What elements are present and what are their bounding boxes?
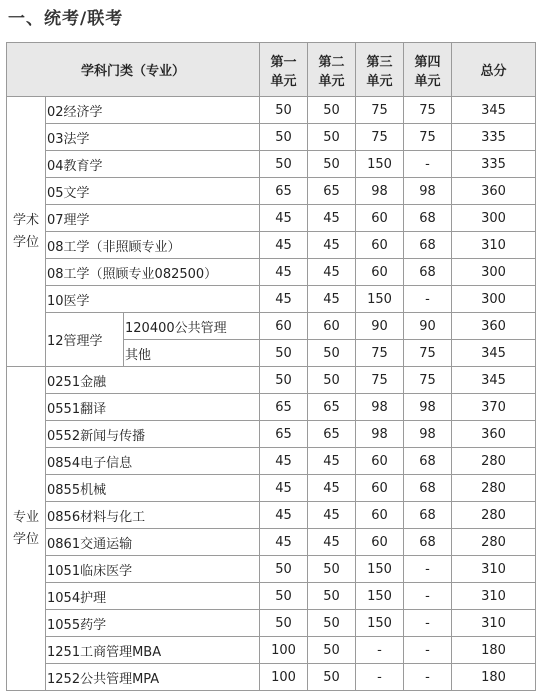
score-table	[6, 42, 536, 691]
score-u2: 60	[308, 313, 356, 340]
header-unit1: 第一 单元	[260, 43, 308, 97]
score-u3: -	[356, 664, 404, 691]
score-u4: 75	[404, 124, 452, 151]
score-u3: 75	[356, 97, 404, 124]
score-u3: 98	[356, 394, 404, 421]
subject-name: 0552新闻与传播	[46, 421, 260, 448]
score-u2: 50	[308, 664, 356, 691]
score-total: 310	[452, 610, 536, 637]
score-total: 345	[452, 97, 536, 124]
score-total: 280	[452, 475, 536, 502]
score-u4: -	[404, 637, 452, 664]
score-u2: 45	[308, 286, 356, 313]
score-u1: 100	[260, 637, 308, 664]
score-u3: 75	[356, 340, 404, 367]
score-u1: 45	[260, 502, 308, 529]
score-table-body	[7, 97, 536, 691]
score-u2: 45	[308, 475, 356, 502]
score-total: 300	[452, 205, 536, 232]
score-u3: 60	[356, 232, 404, 259]
score-u4: -	[404, 151, 452, 178]
subject-name: 0856材料与化工	[46, 502, 260, 529]
score-total: 280	[452, 502, 536, 529]
subject-name: 08工学（非照顾专业）	[46, 232, 260, 259]
table-row	[7, 421, 536, 448]
score-u2: 50	[308, 610, 356, 637]
subject-name: 05文学	[46, 178, 260, 205]
score-u1: 50	[260, 340, 308, 367]
score-total: 180	[452, 664, 536, 691]
score-u1: 50	[260, 556, 308, 583]
table-row	[7, 232, 536, 259]
score-u2: 50	[308, 340, 356, 367]
score-u4: 98	[404, 394, 452, 421]
page-heading: 一、统考/联考	[8, 9, 124, 29]
score-total: 345	[452, 367, 536, 394]
score-total: 310	[452, 556, 536, 583]
subject-name: 07理学	[46, 205, 260, 232]
score-u4: 68	[404, 259, 452, 286]
score-u3: 75	[356, 367, 404, 394]
score-u4: 98	[404, 178, 452, 205]
table-row	[7, 448, 536, 475]
score-u2: 50	[308, 367, 356, 394]
header-category: 学科门类（专业）	[7, 43, 260, 97]
score-u4: 68	[404, 232, 452, 259]
score-u1: 50	[260, 367, 308, 394]
score-total: 310	[452, 583, 536, 610]
score-u4: -	[404, 583, 452, 610]
subject-name: 0861交通运输	[46, 529, 260, 556]
score-u4: 68	[404, 502, 452, 529]
table-row	[7, 637, 536, 664]
score-u4: 68	[404, 448, 452, 475]
score-u1: 65	[260, 421, 308, 448]
score-u3: 98	[356, 178, 404, 205]
subject-name: 1054护理	[46, 583, 260, 610]
subject-name: 0855机械	[46, 475, 260, 502]
score-u3: -	[356, 637, 404, 664]
score-u3: 60	[356, 529, 404, 556]
score-u3: 90	[356, 313, 404, 340]
score-u3: 60	[356, 205, 404, 232]
score-u4: 75	[404, 97, 452, 124]
table-row	[7, 259, 536, 286]
score-u3: 75	[356, 124, 404, 151]
score-u4: 75	[404, 367, 452, 394]
table-row	[7, 178, 536, 205]
score-total: 310	[452, 232, 536, 259]
score-u1: 45	[260, 259, 308, 286]
sub-subject-name: 120400公共管理	[124, 313, 260, 340]
score-u1: 45	[260, 475, 308, 502]
table-row	[7, 664, 536, 691]
score-u3: 150	[356, 583, 404, 610]
score-u1: 50	[260, 97, 308, 124]
table-row	[7, 205, 536, 232]
score-u2: 45	[308, 232, 356, 259]
score-u1: 60	[260, 313, 308, 340]
header-total: 总分	[452, 43, 536, 97]
score-u3: 150	[356, 286, 404, 313]
table-row	[7, 367, 536, 394]
table-row	[7, 610, 536, 637]
score-u2: 50	[308, 637, 356, 664]
score-u1: 45	[260, 232, 308, 259]
score-u3: 150	[356, 151, 404, 178]
score-u4: -	[404, 556, 452, 583]
score-u2: 50	[308, 124, 356, 151]
subject-name: 02经济学	[46, 97, 260, 124]
score-u2: 45	[308, 259, 356, 286]
subject-name-mgmt: 12管理学	[46, 313, 124, 367]
score-u1: 65	[260, 178, 308, 205]
score-u3: 150	[356, 610, 404, 637]
table-row	[7, 286, 536, 313]
score-u1: 45	[260, 529, 308, 556]
score-total: 300	[452, 259, 536, 286]
score-total: 280	[452, 448, 536, 475]
score-u4: -	[404, 610, 452, 637]
score-u2: 65	[308, 394, 356, 421]
score-u1: 50	[260, 610, 308, 637]
subject-name: 1051临床医学	[46, 556, 260, 583]
score-u1: 100	[260, 664, 308, 691]
table-row	[7, 583, 536, 610]
score-total: 345	[452, 340, 536, 367]
score-u4: -	[404, 664, 452, 691]
score-total: 360	[452, 313, 536, 340]
score-total: 280	[452, 529, 536, 556]
score-u2: 50	[308, 151, 356, 178]
subject-name: 1251工商管理MBA	[46, 637, 260, 664]
subject-name: 0251金融	[46, 367, 260, 394]
score-u4: -	[404, 286, 452, 313]
score-total: 335	[452, 124, 536, 151]
table-row	[7, 394, 536, 421]
subject-name: 0854电子信息	[46, 448, 260, 475]
score-u1: 50	[260, 151, 308, 178]
score-u2: 45	[308, 205, 356, 232]
score-u2: 50	[308, 583, 356, 610]
header-unit2: 第二 单元	[308, 43, 356, 97]
header-unit3: 第三 单元	[356, 43, 404, 97]
score-u2: 45	[308, 529, 356, 556]
score-total: 360	[452, 178, 536, 205]
table-row	[7, 124, 536, 151]
score-total: 360	[452, 421, 536, 448]
score-u4: 75	[404, 340, 452, 367]
subject-name: 1055药学	[46, 610, 260, 637]
score-u3: 98	[356, 421, 404, 448]
table-row	[7, 556, 536, 583]
score-u4: 68	[404, 475, 452, 502]
score-total: 335	[452, 151, 536, 178]
category-professional: 专业 学位	[7, 367, 46, 691]
score-u4: 68	[404, 205, 452, 232]
subject-name: 0551翻译	[46, 394, 260, 421]
score-u2: 45	[308, 448, 356, 475]
sub-subject-name: 其他	[124, 340, 260, 367]
score-u4: 90	[404, 313, 452, 340]
score-u3: 150	[356, 556, 404, 583]
table-row	[7, 529, 536, 556]
score-u2: 50	[308, 97, 356, 124]
table-row	[7, 313, 536, 340]
subject-name: 08工学（照顾专业082500）	[46, 259, 260, 286]
score-u4: 68	[404, 529, 452, 556]
header-unit4: 第四 单元	[404, 43, 452, 97]
table-row	[7, 502, 536, 529]
score-u2: 50	[308, 556, 356, 583]
table-row	[7, 97, 536, 124]
score-u1: 50	[260, 124, 308, 151]
score-u1: 65	[260, 394, 308, 421]
score-u3: 60	[356, 475, 404, 502]
score-total: 180	[452, 637, 536, 664]
subject-name: 10医学	[46, 286, 260, 313]
score-u2: 65	[308, 421, 356, 448]
score-u1: 45	[260, 286, 308, 313]
table-row	[7, 151, 536, 178]
header-row	[7, 43, 536, 97]
score-u3: 60	[356, 259, 404, 286]
score-total: 300	[452, 286, 536, 313]
table-row	[7, 475, 536, 502]
category-academic: 学术 学位	[7, 97, 46, 367]
subject-name: 03法学	[46, 124, 260, 151]
score-u1: 50	[260, 583, 308, 610]
score-u4: 98	[404, 421, 452, 448]
score-u2: 45	[308, 502, 356, 529]
subject-name: 1252公共管理MPA	[46, 664, 260, 691]
score-u2: 65	[308, 178, 356, 205]
score-u3: 60	[356, 448, 404, 475]
score-u3: 60	[356, 502, 404, 529]
score-total: 370	[452, 394, 536, 421]
score-u1: 45	[260, 205, 308, 232]
subject-name: 04教育学	[46, 151, 260, 178]
score-u1: 45	[260, 448, 308, 475]
